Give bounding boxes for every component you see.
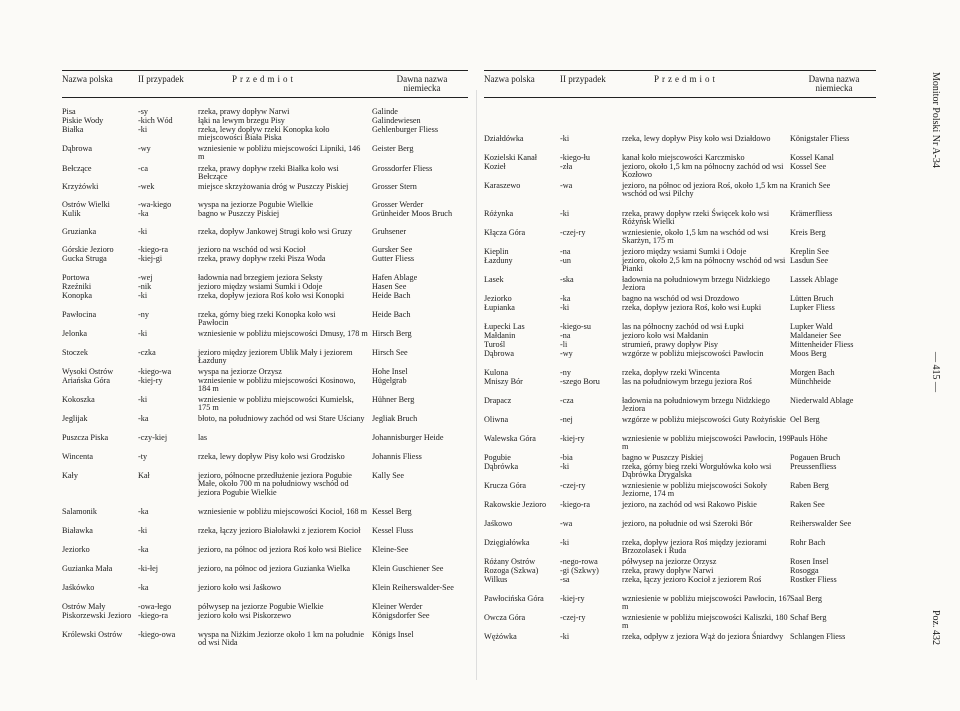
old-german-name: Galinde <box>372 107 398 116</box>
genitive-case: -kiej-gi <box>138 254 163 263</box>
genitive-case: -szego Boru <box>560 377 600 386</box>
genitive-case: -ki <box>560 303 570 312</box>
old-german-name: Schaf Berg <box>790 613 827 622</box>
header-object: Przedmiot <box>232 74 296 84</box>
object-description: rzeka, prawy dopływ rzeki Święcek koło wsi Różyńsk Wielki <box>622 209 770 227</box>
journal-title: Monitor Polski Nr A-34 <box>930 72 941 168</box>
object-description: ładownia na południowym brzegu Nidzkiego Jeziora <box>622 396 770 414</box>
object-description: jezioro koło wsi Jaśkowo <box>198 583 282 592</box>
genitive-case: -ny <box>138 310 149 319</box>
place-name: Małdanin <box>484 331 516 340</box>
place-name: Rozoga (Szkwa) <box>484 566 539 575</box>
place-name: Lasek <box>484 275 504 284</box>
place-name: Dzięgiałówka <box>484 538 530 547</box>
genitive-case: -bia <box>560 453 573 462</box>
place-name: Białawka <box>62 526 93 535</box>
object-description: wzgórze w pobliżu miejscowości Pawłocin <box>622 349 764 358</box>
place-name: Kulik <box>62 209 81 218</box>
place-name: Piskorzewski Jeziorо <box>62 611 132 620</box>
object-description: wzniesienie w pobliżu miejscowości Kaliszki, 180 m <box>622 613 788 631</box>
genitive-case: -sa <box>560 575 570 584</box>
old-german-name: Kleiner Werder <box>372 602 423 611</box>
object-description: wzniesienie w pobliżu miejscowości Sokoły Jeziorne, 174 m <box>622 481 768 499</box>
object-description: jezioro, na północ od jeziora Guzianka Wielka <box>198 564 351 573</box>
object-description: rzeka, dopływ rzeki Wincenta <box>622 368 720 377</box>
genitive-case: -ny <box>560 368 571 377</box>
genitive-case: -ki <box>138 329 148 338</box>
old-german-name: Grünheider Moos Bruch <box>372 209 453 218</box>
object-description: bagno w Puszczy Piskiej <box>622 453 704 462</box>
genitive-case: -cza <box>560 396 574 405</box>
place-name: Rzeźniki <box>62 282 92 291</box>
place-name: Wilkus <box>484 575 508 584</box>
old-german-name: Kranich See <box>790 181 831 190</box>
object-description: rzeka, dopływ Jankowej Strugi koło wsi Gruzy <box>198 227 352 236</box>
place-name: Dąbrowa <box>484 349 515 358</box>
old-german-name: Kleine-See <box>372 545 409 554</box>
genitive-case: -ki <box>560 209 570 218</box>
place-name: Kozielski Kanał <box>484 153 537 162</box>
place-name: Różany Ostrów <box>484 557 536 566</box>
place-name: Pawłocińska Góra <box>484 594 544 603</box>
object-description: ładownia na południowym brzegu Nidzkiego Jeziora <box>622 275 770 293</box>
genitive-case: -kiego-ra <box>138 611 169 620</box>
right-table-rows <box>484 135 876 675</box>
object-description: wyspa na jeziorze Orzysz <box>198 367 282 376</box>
left-table-header <box>62 70 468 98</box>
place-name: Jeglijak <box>62 414 88 423</box>
old-german-name: Morgen Bach <box>790 368 835 377</box>
object-description: las na północny zachód od wsi Łupki <box>622 322 744 331</box>
object-description: jezioro, północne przedłużenie jeziora Pogubie Małe, około 700 m na południowy wschód od jeziora Pogubie Wielkie <box>198 471 352 497</box>
object-description: kanał koło miejscowości Karczmisko <box>622 153 745 162</box>
object-description: rzeka, prawy dopływ Narwi <box>198 107 290 116</box>
object-description: rzeka, lewy dopływ Pisy koło wsi Działdowo <box>622 134 771 143</box>
genitive-case: -owa-łego <box>138 602 172 611</box>
genitive-case: -wej <box>138 273 153 282</box>
object-description: rzeka, dopływ jeziora Roś koło wsi Konopki <box>198 291 345 300</box>
old-german-name: Reiherswalder See <box>790 519 852 528</box>
place-name: Stoczek <box>62 348 88 357</box>
genitive-case: -wy <box>138 144 151 153</box>
old-german-name: Gehlenburger Fliess <box>372 125 439 134</box>
old-german-name: Grosser Stern <box>372 182 417 191</box>
right-table-header <box>484 70 876 98</box>
position-number: Poz. 432 <box>930 610 941 645</box>
object-description: strumień, prawy dopływ Pisy <box>622 340 718 349</box>
genitive-case: -na <box>560 331 571 340</box>
object-description: półwysep na jeziorze Orzysz <box>622 557 717 566</box>
old-german-name: Kessel Fluss <box>372 526 414 535</box>
object-description: jezioro koło wsi Małdanin <box>622 331 709 340</box>
old-german-name: Klein Guschiener See <box>372 564 444 573</box>
object-description: wyspa na jeziorze Pogubie Wielkie <box>198 200 314 209</box>
genitive-case: -ki <box>138 526 148 535</box>
place-name: Walewska Góra <box>484 434 536 443</box>
genitive-case: -czej-ry <box>560 228 586 237</box>
genitive-case: -ka <box>138 209 149 218</box>
old-german-name: Kessel Berg <box>372 507 412 516</box>
old-german-name: Grosser Werder <box>372 200 424 209</box>
place-name: Owcza Góra <box>484 613 526 622</box>
place-name: Kieplin <box>484 247 509 256</box>
place-name: Jelonka <box>62 329 88 338</box>
object-description: miejsce skrzyżowania dróg w Puszczy Piskiej <box>198 182 349 191</box>
old-german-name: Heide Bach <box>372 310 411 319</box>
place-name: Wysoki Ostrów <box>62 367 114 376</box>
old-german-name: Hühner Berg <box>372 395 415 404</box>
genitive-case: -kiego-ra <box>138 245 169 254</box>
genitive-case: -kiej-ry <box>560 434 585 443</box>
object-description: rzeka, lewy dopływ rzeki Konopka koło miejscowości Biała Piska <box>198 125 330 143</box>
genitive-case: -wa <box>560 519 573 528</box>
object-description: rzeka, górny bieg rzeki Worgułówka koło wsi Dąbrówka Drygalska <box>622 462 772 480</box>
old-german-name: Pogauen Bruch <box>790 453 841 462</box>
old-german-name: Pauls Höhe <box>790 434 828 443</box>
genitive-case: -nego-rowa <box>560 557 598 566</box>
right-column <box>484 70 876 675</box>
old-german-name: Gutter Fliess <box>372 254 415 263</box>
genitive-case: -un <box>560 256 571 265</box>
place-name: Ariańska Góra <box>62 376 110 385</box>
place-name: Pawłocina <box>62 310 97 319</box>
object-description: wzniesienie w pobliżu miejscowości Lipniki, 146 m <box>198 144 361 162</box>
page-number: — 415 — <box>930 352 941 392</box>
place-name: Kulona <box>484 368 509 377</box>
place-name: Guzianka Mała <box>62 564 113 573</box>
header-object: Przedmiot <box>654 74 718 84</box>
genitive-case: -wek <box>138 182 155 191</box>
object-description: wzniesienie w pobliżu miejscowości Kumielsk, 175 m <box>198 395 354 413</box>
old-german-name: Kossel Kanal <box>790 153 834 162</box>
header-case: II przypadek <box>560 74 606 84</box>
object-description: bagno w Puszczy Piskiej <box>198 209 280 218</box>
place-name: Wincenta <box>62 452 94 461</box>
header-name: Nazwa polska <box>62 74 113 84</box>
object-description: rzeka, dopływ jeziora Roś między jeziorami Brzozolasek i Ruda <box>622 538 767 556</box>
place-name: Puszcza Piska <box>62 433 109 442</box>
old-german-name: Kossel See <box>790 162 827 171</box>
genitive-case: -ki <box>138 291 148 300</box>
object-description: półwysep na jeziorze Pogubie Wielkie <box>198 602 324 611</box>
place-name: Górskie Jezioro <box>62 245 114 254</box>
place-name: Łupianka <box>484 303 515 312</box>
place-name: Salamonik <box>62 507 98 516</box>
object-description: jezioro koło wsi Piskorzewo <box>198 611 292 620</box>
old-german-name: Krämerfliess <box>790 209 833 218</box>
place-name: Pisa <box>62 107 76 116</box>
object-description: rzeka, lewy dopływ Pisy koło wsi Grodzisko <box>198 452 345 461</box>
object-description: las <box>198 433 208 442</box>
old-german-name: Rostker Fliess <box>790 575 837 584</box>
object-description: łąki na lewym brzegu Pisy <box>198 116 285 125</box>
genitive-case: -czej-ry <box>560 613 586 622</box>
left-column <box>62 70 468 668</box>
old-german-name: Raken See <box>790 500 825 509</box>
old-german-name: Königs Insel <box>372 630 414 639</box>
old-german-name: Hirsch See <box>372 348 408 357</box>
object-description: wzniesienie w pobliżu miejscowości Pawłocin, 199 m <box>622 434 791 452</box>
place-name: Jaśkówko <box>62 583 95 592</box>
old-german-name: Moos Berg <box>790 349 827 358</box>
object-description: rzeka, prawy dopływ rzeki Pisza Woda <box>198 254 326 263</box>
place-name: Mniszy Bór <box>484 377 523 386</box>
old-german-name: Hirsch Berg <box>372 329 412 338</box>
object-description: rzeka, łączy jezioro Białoławki z jeziorem Kocioł <box>198 526 361 535</box>
old-german-name: Hügelgrab <box>372 376 407 385</box>
object-description: wyspa na Niżkim Jeziorze około 1 km na południe od wsi Nida <box>198 630 364 648</box>
place-name: Ostrów Wielki <box>62 200 110 209</box>
old-german-name: Heide Bach <box>372 291 411 300</box>
genitive-case: -wa <box>560 181 573 190</box>
old-german-name: Münchheide <box>790 377 831 386</box>
place-name: Pogubie <box>484 453 511 462</box>
genitive-case: -ska <box>560 275 574 284</box>
genitive-case: -nik <box>138 282 152 291</box>
object-description: jezioro między wsiami Sumki i Odoje <box>198 282 323 291</box>
object-description: rzeka, prawy dopływ Narwi <box>622 566 714 575</box>
place-name: Jaśkowo <box>484 519 513 528</box>
object-description: jezioro, około 1,5 km na północny zachód od wsi Kozłowo <box>622 162 784 180</box>
genitive-case: -kiego-łu <box>560 153 591 162</box>
old-german-name: Königstaler Fliess <box>790 134 850 143</box>
header-name: Nazwa polska <box>484 74 535 84</box>
genitive-case: -sy <box>138 107 149 116</box>
object-description: wzniesienie w pobliżu miejscowości Pawłocin, 167 m <box>622 594 791 612</box>
old-german-name: Mittenheider Fliess <box>790 340 854 349</box>
genitive-case: -li <box>560 340 568 349</box>
genitive-case: -ka <box>560 294 571 303</box>
place-name: Kozieł <box>484 162 506 171</box>
old-german-name: Raben Berg <box>790 481 829 490</box>
old-german-name: Niederwald Ablage <box>790 396 854 405</box>
genitive-case: -ki-łej <box>138 564 159 573</box>
place-name: Kały <box>62 471 78 480</box>
old-german-name: Hasen See <box>372 282 407 291</box>
genitive-case: -ka <box>138 414 149 423</box>
place-name: Łazduny <box>484 256 513 265</box>
old-german-name: Lupker Fliess <box>790 303 835 312</box>
place-name: Jeziorko <box>62 545 90 554</box>
genitive-case: -ki <box>138 227 148 236</box>
old-german-name: Johannisburger Heide <box>372 433 444 442</box>
object-description: jezioro, około 2,5 km na północny wschód od wsi Pianki <box>622 256 786 274</box>
old-german-name: Hafen Ablage <box>372 273 418 282</box>
object-description: wzniesienie, około 1,5 km na wschód od wsi Skarżyn, 175 m <box>622 228 769 246</box>
old-german-name: Saal Berg <box>790 594 822 603</box>
header-old-name: Dawna nazwa niemiecka <box>808 74 860 93</box>
place-name: Łupecki Las <box>484 322 525 331</box>
genitive-case: -ty <box>138 452 148 461</box>
old-german-name: Jegliak Bruch <box>372 414 418 423</box>
object-description: jezioro na wschód od wsi Kocioł <box>198 245 306 254</box>
genitive-case: -zła <box>560 162 573 171</box>
genitive-case: -kiej-ry <box>138 376 163 385</box>
old-german-name: Schlangen Fliess <box>790 632 846 641</box>
genitive-case: -ki <box>138 395 148 404</box>
genitive-case: -czy-kiej <box>138 433 168 442</box>
old-german-name: Lütten Bruch <box>790 294 834 303</box>
object-description: błoto, na południowy zachód od wsi Stare Uściany <box>198 414 365 423</box>
genitive-case: -kiego-ra <box>560 500 591 509</box>
old-german-name: Oel Berg <box>790 415 820 424</box>
object-description: bagno na wschód od wsi Drozdowo <box>622 294 740 303</box>
object-description: wzniesienie w pobliżu miejscowości Kocioł, 168 m <box>198 507 367 516</box>
place-name: Rakowskie Jezioro <box>484 500 547 509</box>
old-german-name: Rohr Bach <box>790 538 826 547</box>
object-description: rzeka, prawy dopływ rzeki Białka koło wsi Bełczące <box>198 164 339 182</box>
old-german-name: Rosogga <box>790 566 819 575</box>
genitive-case: Kał <box>138 471 150 480</box>
old-german-name: Gursker See <box>372 245 413 254</box>
old-german-name: Gruhsener <box>372 227 407 236</box>
left-table-rows <box>62 108 468 668</box>
genitive-case: -kiej-ry <box>560 594 585 603</box>
old-german-name: Klein Reiherswalder-See <box>372 583 454 592</box>
old-german-name: Rosen Insel <box>790 557 829 566</box>
genitive-case: -kiego-owa <box>138 630 176 639</box>
old-german-name: Galindewiesen <box>372 116 421 125</box>
place-name: Kokoszka <box>62 395 95 404</box>
place-name: Dąbrowa <box>62 144 93 153</box>
header-case: II przypadek <box>138 74 184 84</box>
header-old-name: Dawna nazwa niemiecka <box>396 74 448 93</box>
genitive-case: -ki <box>560 134 570 143</box>
place-name: Królewski Ostrów <box>62 630 123 639</box>
object-description: jezioro między jeziorem Ublik Mały i jeziorem Łazduny <box>198 348 353 366</box>
place-name: Różynka <box>484 209 514 218</box>
old-german-name: Kreplin See <box>790 247 829 256</box>
place-name: Piskie Wody <box>62 116 104 125</box>
object-description: jezioro, na północ od jeziora Roś koło wsi Bielice <box>198 545 362 554</box>
place-name: Dąbrówka <box>484 462 519 471</box>
object-description: las na południowym brzegu jeziora Roś <box>622 377 752 386</box>
old-german-name: Lassek Ablage <box>790 275 838 284</box>
old-german-name: Grossdorfer Fliess <box>372 164 433 173</box>
object-description: jezioro, na południe od wsi Szeroki Bór <box>622 519 753 528</box>
object-description: jezioro, na zachód od wsi Rakowo Piskie <box>622 500 757 509</box>
genitive-case: -czej-ry <box>560 481 586 490</box>
genitive-case: -wy <box>560 349 573 358</box>
genitive-case: -kich Wód <box>138 116 173 125</box>
old-german-name: Preussenfliess <box>790 462 837 471</box>
column-divider <box>476 90 477 680</box>
old-german-name: Maldaneier See <box>790 331 842 340</box>
object-description: wzniesienie w pobliżu miejscowości Dmusy, 178 m <box>198 329 368 338</box>
place-name: Drapacz <box>484 396 512 405</box>
old-german-name: Königsdorfer See <box>372 611 430 620</box>
old-german-name: Johannis Fliess <box>372 452 422 461</box>
object-description: wzniesienie w pobliżu miejscowości Kosinowo, 184 m <box>198 376 356 394</box>
place-name: Konopka <box>62 291 93 300</box>
old-german-name: Kally See <box>372 471 405 480</box>
genitive-case: -nej <box>560 415 573 424</box>
object-description: rzeka, dopływ jeziora Roś, koło wsi Łupki <box>622 303 762 312</box>
place-name: Turośl <box>484 340 506 349</box>
place-name: Krzyżówki <box>62 182 99 191</box>
place-name: Gruzianka <box>62 227 97 236</box>
place-name: Oliwna <box>484 415 509 424</box>
place-name: Bełczące <box>62 164 92 173</box>
object-description: rzeka, górny bieg rzeki Konopka koło wsi Pawłocin <box>198 310 336 328</box>
genitive-case: -ka <box>138 583 149 592</box>
place-name: Jeziorko <box>484 294 512 303</box>
old-german-name: Lupker Wald <box>790 322 833 331</box>
old-german-name: Geister Berg <box>372 144 414 153</box>
genitive-case: -kiego-wa <box>138 367 172 376</box>
genitive-case: -ki <box>138 125 148 134</box>
place-name: Karaszewo <box>484 181 521 190</box>
old-german-name: Lasdun See <box>790 256 828 265</box>
place-name: Portowa <box>62 273 90 282</box>
place-name: Ostrów Mały <box>62 602 106 611</box>
genitive-case: -ca <box>138 164 148 173</box>
genitive-case: -ki <box>560 538 570 547</box>
genitive-case: -wa-kiego <box>138 200 172 209</box>
genitive-case: -gi (Szkwy) <box>560 566 599 575</box>
place-name: Wężówka <box>484 632 517 641</box>
genitive-case: -ki <box>560 632 570 641</box>
place-name: Kłącza Góra <box>484 228 526 237</box>
object-description: ładownia nad brzegiem jeziora Seksty <box>198 273 323 282</box>
place-name: Krucza Góra <box>484 481 527 490</box>
object-description: jezioro między wsiami Sumki i Odoje <box>622 247 747 256</box>
object-description: rzeka, odpływ z jeziora Wąż do jeziora Śniardwy <box>622 632 784 641</box>
object-description: jezioro, na północ od jeziora Roś, około 1,5 km na wschód od wsi Pilchy <box>622 181 788 199</box>
genitive-case: -kiego-su <box>560 322 591 331</box>
genitive-case: -ki <box>560 462 570 471</box>
old-german-name: Kreis Berg <box>790 228 826 237</box>
genitive-case: -ka <box>138 545 149 554</box>
genitive-case: -czka <box>138 348 156 357</box>
old-german-name: Hohe Insel <box>372 367 408 376</box>
place-name: Białka <box>62 125 84 134</box>
place-name: Gucka Struga <box>62 254 107 263</box>
genitive-case: -ka <box>138 507 149 516</box>
object-description: wzgórze w pobliżu miejscowości Guty Rożyńskie <box>622 415 786 424</box>
place-name: Działdówka <box>484 134 524 143</box>
object-description: rzeka, łączy jezioro Kocioł z jeziorem Roś <box>622 575 762 584</box>
genitive-case: -na <box>560 247 571 256</box>
